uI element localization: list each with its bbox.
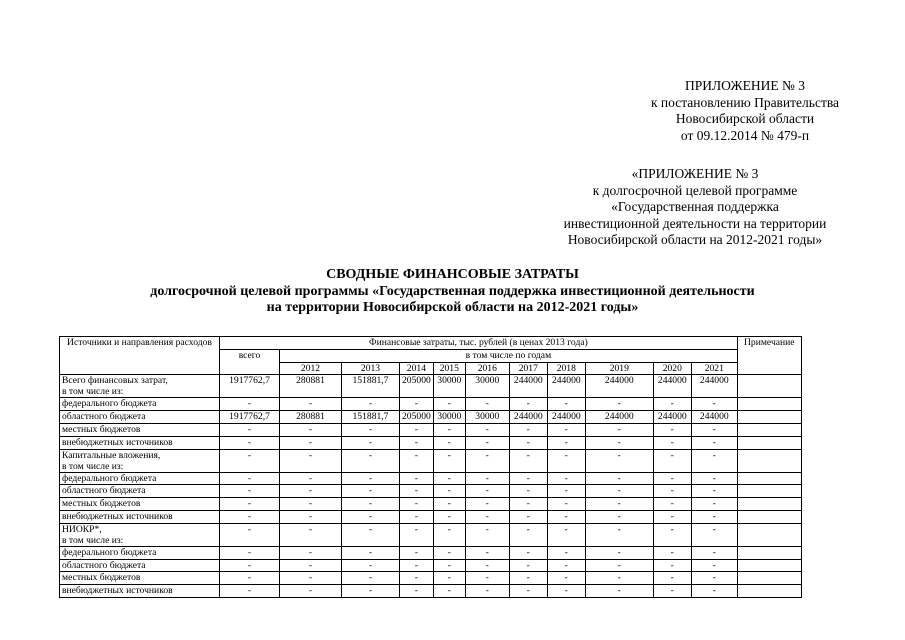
year-value-cell: - bbox=[547, 423, 585, 436]
year-value-cell: - bbox=[433, 485, 465, 498]
year-value-cell: - bbox=[433, 498, 465, 511]
table-row bbox=[60, 423, 802, 436]
header-year-cell: 2019 bbox=[585, 362, 653, 375]
year-value-cell: - bbox=[342, 546, 400, 559]
appendix-header-program bbox=[535, 166, 855, 249]
note-cell bbox=[737, 375, 801, 398]
year-value-cell: - bbox=[342, 472, 400, 485]
year-value-cell: - bbox=[280, 398, 342, 411]
year-value-cell: - bbox=[400, 449, 434, 472]
year-value-cell: 151881,7 bbox=[342, 375, 400, 398]
year-value-cell: - bbox=[509, 559, 547, 572]
note-cell bbox=[737, 436, 801, 449]
note-cell bbox=[737, 411, 801, 424]
year-value-cell: - bbox=[585, 585, 653, 598]
row-label-cell bbox=[60, 375, 220, 398]
note-cell bbox=[737, 472, 801, 485]
header-year-cell: 2018 bbox=[547, 362, 585, 375]
year-value-cell: - bbox=[691, 485, 737, 498]
year-value-cell: - bbox=[653, 523, 691, 546]
header-year-cell: 2015 bbox=[433, 362, 465, 375]
note-cell bbox=[737, 546, 801, 559]
row-label: НИОКР*, bbox=[62, 523, 102, 535]
row-label-cell bbox=[60, 485, 220, 498]
year-value-cell: - bbox=[400, 485, 434, 498]
year-value-cell: - bbox=[547, 436, 585, 449]
year-value-cell: - bbox=[400, 559, 434, 572]
row-label-cell bbox=[60, 546, 220, 559]
note-cell bbox=[737, 585, 801, 598]
total-value-cell: - bbox=[220, 398, 280, 411]
year-value-cell: - bbox=[465, 423, 509, 436]
table-header-row bbox=[60, 337, 802, 350]
year-value-cell: - bbox=[509, 472, 547, 485]
appendix-line: «ПРИЛОЖЕНИЕ № 3 bbox=[631, 166, 759, 181]
year-value-cell: - bbox=[280, 423, 342, 436]
year-value-cell: - bbox=[433, 436, 465, 449]
year-value-cell: - bbox=[585, 510, 653, 523]
year-value-cell: - bbox=[691, 546, 737, 559]
note-cell bbox=[737, 449, 801, 472]
row-label-cell bbox=[60, 510, 220, 523]
year-value-cell: - bbox=[509, 449, 547, 472]
year-value-cell: - bbox=[509, 572, 547, 585]
table-row bbox=[60, 411, 802, 424]
row-label-cell bbox=[60, 423, 220, 436]
year-value-cell: 280881 bbox=[280, 411, 342, 424]
year-value-cell: - bbox=[691, 559, 737, 572]
row-sublabel: в том числе из: bbox=[62, 534, 124, 546]
appendix-line: ПРИЛОЖЕНИЕ № 3 bbox=[684, 78, 806, 93]
total-value-cell: - bbox=[220, 436, 280, 449]
year-value-cell: 244000 bbox=[585, 411, 653, 424]
year-value-cell: - bbox=[433, 510, 465, 523]
year-value-cell: - bbox=[465, 472, 509, 485]
year-value-cell: - bbox=[691, 572, 737, 585]
row-label: областного бюджета bbox=[62, 485, 146, 497]
table-row bbox=[60, 523, 802, 546]
row-label-cell bbox=[60, 498, 220, 511]
note-cell bbox=[737, 572, 801, 585]
financial-costs-table bbox=[59, 336, 802, 598]
year-value-cell: - bbox=[280, 546, 342, 559]
row-label: федерального бюджета bbox=[62, 472, 157, 484]
row-label: местных бюджетов bbox=[62, 423, 141, 435]
year-value-cell: 244000 bbox=[547, 411, 585, 424]
year-value-cell: - bbox=[400, 423, 434, 436]
row-label-cell bbox=[60, 559, 220, 572]
note-cell bbox=[737, 498, 801, 511]
header-year-cell: 2021 bbox=[691, 362, 737, 375]
year-value-cell: - bbox=[342, 449, 400, 472]
year-value-cell: - bbox=[585, 498, 653, 511]
year-value-cell: - bbox=[400, 398, 434, 411]
year-value-cell: - bbox=[433, 585, 465, 598]
table-row bbox=[60, 585, 802, 598]
header-sources-cell: Источники и направления расходов bbox=[60, 337, 220, 375]
note-cell bbox=[737, 423, 801, 436]
year-value-cell: - bbox=[280, 472, 342, 485]
year-value-cell: - bbox=[342, 523, 400, 546]
year-value-cell: - bbox=[465, 485, 509, 498]
header-note-cell: Примечание bbox=[737, 337, 801, 375]
year-value-cell: - bbox=[653, 449, 691, 472]
table-row bbox=[60, 485, 802, 498]
year-value-cell: 151881,7 bbox=[342, 411, 400, 424]
year-value-cell: - bbox=[653, 559, 691, 572]
row-label-cell bbox=[60, 472, 220, 485]
year-value-cell: - bbox=[280, 449, 342, 472]
year-value-cell: - bbox=[547, 472, 585, 485]
year-value-cell: - bbox=[653, 436, 691, 449]
row-label: внебюджетных источников bbox=[62, 585, 173, 597]
year-value-cell: - bbox=[547, 559, 585, 572]
year-value-cell: - bbox=[465, 398, 509, 411]
year-value-cell: - bbox=[585, 546, 653, 559]
header-year-cell: 2020 bbox=[653, 362, 691, 375]
row-label-cell bbox=[60, 585, 220, 598]
year-value-cell: - bbox=[691, 510, 737, 523]
appendix-header-resolution bbox=[620, 78, 870, 144]
table-row bbox=[60, 398, 802, 411]
year-value-cell: 280881 bbox=[280, 375, 342, 398]
row-label-cell bbox=[60, 572, 220, 585]
year-value-cell: - bbox=[342, 498, 400, 511]
row-label: Всего финансовых затрат, bbox=[62, 375, 168, 387]
row-label-cell bbox=[60, 411, 220, 424]
year-value-cell: - bbox=[653, 510, 691, 523]
year-value-cell: - bbox=[585, 523, 653, 546]
row-label-cell bbox=[60, 523, 220, 546]
year-value-cell: 244000 bbox=[509, 375, 547, 398]
row-label-cell bbox=[60, 436, 220, 449]
appendix-line: от 09.12.2014 № 479-п bbox=[680, 127, 810, 143]
appendix-line: к долгосрочной целевой программе bbox=[592, 182, 798, 198]
year-value-cell: - bbox=[280, 523, 342, 546]
appendix-line: «Государственная поддержка bbox=[611, 199, 779, 214]
table-row bbox=[60, 546, 802, 559]
note-cell bbox=[737, 559, 801, 572]
year-value-cell: - bbox=[509, 585, 547, 598]
year-value-cell: - bbox=[342, 398, 400, 411]
year-value-cell: - bbox=[400, 546, 434, 559]
total-value-cell: - bbox=[220, 559, 280, 572]
total-value-cell: - bbox=[220, 498, 280, 511]
year-value-cell: - bbox=[509, 436, 547, 449]
year-value-cell: - bbox=[653, 423, 691, 436]
year-value-cell: 244000 bbox=[691, 375, 737, 398]
year-value-cell: 30000 bbox=[465, 375, 509, 398]
year-value-cell: - bbox=[585, 572, 653, 585]
year-value-cell: - bbox=[585, 485, 653, 498]
year-value-cell: - bbox=[653, 498, 691, 511]
year-value-cell: 244000 bbox=[653, 375, 691, 398]
document-title bbox=[0, 267, 905, 317]
title-line: долгосрочной целевой программы «Государственная поддержка инвестиционной деятельности bbox=[150, 283, 755, 299]
year-value-cell: - bbox=[691, 523, 737, 546]
year-value-cell: - bbox=[547, 498, 585, 511]
year-value-cell: - bbox=[465, 510, 509, 523]
table-row bbox=[60, 498, 802, 511]
year-value-cell: - bbox=[400, 585, 434, 598]
year-value-cell: - bbox=[509, 510, 547, 523]
year-value-cell: - bbox=[342, 423, 400, 436]
year-value-cell: - bbox=[547, 572, 585, 585]
year-value-cell: 30000 bbox=[433, 375, 465, 398]
table-row bbox=[60, 472, 802, 485]
year-value-cell: - bbox=[653, 398, 691, 411]
row-label: областного бюджета bbox=[62, 559, 146, 571]
total-value-cell: - bbox=[220, 585, 280, 598]
table-row bbox=[60, 559, 802, 572]
total-value-cell: 1917762,7 bbox=[220, 411, 280, 424]
year-value-cell: - bbox=[465, 546, 509, 559]
year-value-cell: - bbox=[653, 546, 691, 559]
year-value-cell: - bbox=[547, 585, 585, 598]
year-value-cell: 205000 bbox=[400, 411, 434, 424]
row-label: федерального бюджета bbox=[62, 546, 157, 558]
year-value-cell: - bbox=[691, 423, 737, 436]
year-value-cell: - bbox=[433, 398, 465, 411]
year-value-cell: 244000 bbox=[585, 375, 653, 398]
year-value-cell: - bbox=[465, 436, 509, 449]
total-value-cell: - bbox=[220, 546, 280, 559]
year-value-cell: - bbox=[691, 398, 737, 411]
table-row bbox=[60, 436, 802, 449]
year-value-cell: 244000 bbox=[547, 375, 585, 398]
row-label: Капитальные вложения, bbox=[62, 449, 161, 461]
year-value-cell: - bbox=[547, 449, 585, 472]
total-value-cell: - bbox=[220, 572, 280, 585]
year-value-cell: - bbox=[400, 572, 434, 585]
year-value-cell: 244000 bbox=[509, 411, 547, 424]
header-year-cell: 2012 bbox=[280, 362, 342, 375]
year-value-cell: 30000 bbox=[465, 411, 509, 424]
year-value-cell: - bbox=[465, 449, 509, 472]
year-value-cell: - bbox=[653, 585, 691, 598]
row-label-cell bbox=[60, 449, 220, 472]
year-value-cell: - bbox=[547, 523, 585, 546]
appendix-line: Новосибирской области bbox=[675, 111, 815, 126]
header-costs-cell: Финансовые затраты, тыс. рублей (в ценах 2013 года) bbox=[220, 337, 738, 350]
year-value-cell: - bbox=[585, 436, 653, 449]
year-value-cell: - bbox=[280, 485, 342, 498]
total-value-cell: - bbox=[220, 449, 280, 472]
title-line: на территории Новосибирской области на 2012-2021 годы» bbox=[266, 300, 639, 315]
year-value-cell: - bbox=[342, 559, 400, 572]
year-value-cell: - bbox=[509, 485, 547, 498]
year-value-cell: 30000 bbox=[433, 411, 465, 424]
appendix-line: инвестиционной деятельности на территории bbox=[563, 215, 827, 231]
year-value-cell: - bbox=[465, 559, 509, 572]
year-value-cell: 244000 bbox=[691, 411, 737, 424]
year-value-cell: - bbox=[509, 423, 547, 436]
total-value-cell: - bbox=[220, 423, 280, 436]
year-value-cell: - bbox=[653, 472, 691, 485]
year-value-cell: - bbox=[585, 559, 653, 572]
header-year-cell: 2013 bbox=[342, 362, 400, 375]
year-value-cell: - bbox=[400, 510, 434, 523]
year-value-cell: - bbox=[585, 449, 653, 472]
year-value-cell: - bbox=[433, 423, 465, 436]
year-value-cell: - bbox=[400, 498, 434, 511]
year-value-cell: - bbox=[342, 510, 400, 523]
table-row bbox=[60, 449, 802, 472]
total-value-cell: - bbox=[220, 510, 280, 523]
row-label: внебюджетных источников bbox=[62, 510, 173, 522]
year-value-cell: - bbox=[509, 398, 547, 411]
year-value-cell: - bbox=[691, 436, 737, 449]
total-value-cell: - bbox=[220, 485, 280, 498]
row-label: местных бюджетов bbox=[62, 498, 141, 510]
year-value-cell: - bbox=[465, 572, 509, 585]
header-year-cell: 2014 bbox=[400, 362, 434, 375]
year-value-cell: - bbox=[691, 498, 737, 511]
note-cell bbox=[737, 510, 801, 523]
year-value-cell: - bbox=[691, 472, 737, 485]
year-value-cell: - bbox=[342, 485, 400, 498]
note-cell bbox=[737, 523, 801, 546]
year-value-cell: - bbox=[280, 585, 342, 598]
year-value-cell: - bbox=[342, 585, 400, 598]
appendix-line: Новосибирской области на 2012-2021 годы» bbox=[567, 232, 823, 247]
year-value-cell: - bbox=[509, 546, 547, 559]
year-value-cell: - bbox=[547, 546, 585, 559]
table-row bbox=[60, 510, 802, 523]
row-sublabel: в том числе из: bbox=[62, 460, 124, 472]
year-value-cell: - bbox=[509, 523, 547, 546]
header-year-cell: 2017 bbox=[509, 362, 547, 375]
year-value-cell: - bbox=[433, 449, 465, 472]
year-value-cell: 244000 bbox=[653, 411, 691, 424]
year-value-cell: - bbox=[465, 498, 509, 511]
year-value-cell: - bbox=[400, 436, 434, 449]
row-label: областного бюджета bbox=[62, 411, 146, 423]
table-body bbox=[60, 337, 802, 598]
row-label: местных бюджетов bbox=[62, 572, 141, 584]
row-label: федерального бюджета bbox=[62, 398, 157, 410]
total-value-cell: 1917762,7 bbox=[220, 375, 280, 398]
table-row bbox=[60, 375, 802, 398]
row-label-cell bbox=[60, 398, 220, 411]
year-value-cell: 205000 bbox=[400, 375, 434, 398]
year-value-cell: - bbox=[465, 523, 509, 546]
year-value-cell: - bbox=[547, 398, 585, 411]
note-cell bbox=[737, 398, 801, 411]
year-value-cell: - bbox=[691, 585, 737, 598]
year-value-cell: - bbox=[400, 523, 434, 546]
year-value-cell: - bbox=[585, 472, 653, 485]
year-value-cell: - bbox=[653, 572, 691, 585]
year-value-cell: - bbox=[280, 498, 342, 511]
year-value-cell: - bbox=[433, 572, 465, 585]
year-value-cell: - bbox=[280, 436, 342, 449]
title-line: СВОДНЫЕ ФИНАНСОВЫЕ ЗАТРАТЫ bbox=[326, 267, 579, 282]
year-value-cell: - bbox=[465, 585, 509, 598]
year-value-cell: - bbox=[280, 572, 342, 585]
year-value-cell: - bbox=[585, 398, 653, 411]
year-value-cell: - bbox=[433, 546, 465, 559]
year-value-cell: - bbox=[547, 510, 585, 523]
header-year-cell: 2016 bbox=[465, 362, 509, 375]
year-value-cell: - bbox=[433, 472, 465, 485]
year-value-cell: - bbox=[400, 472, 434, 485]
row-label: внебюджетных источников bbox=[62, 436, 173, 448]
year-value-cell: - bbox=[433, 559, 465, 572]
table-row bbox=[60, 572, 802, 585]
year-value-cell: - bbox=[585, 423, 653, 436]
year-value-cell: - bbox=[342, 436, 400, 449]
year-value-cell: - bbox=[342, 572, 400, 585]
total-value-cell: - bbox=[220, 523, 280, 546]
row-sublabel: в том числе из: bbox=[62, 386, 124, 398]
note-cell bbox=[737, 485, 801, 498]
year-value-cell: - bbox=[547, 485, 585, 498]
year-value-cell: - bbox=[280, 559, 342, 572]
year-value-cell: - bbox=[653, 485, 691, 498]
header-by-years-cell: в том числе по годам bbox=[280, 349, 738, 362]
year-value-cell: - bbox=[691, 449, 737, 472]
year-value-cell: - bbox=[280, 510, 342, 523]
year-value-cell: - bbox=[433, 523, 465, 546]
year-value-cell: - bbox=[509, 498, 547, 511]
appendix-line: к постановлению Правительства bbox=[650, 94, 840, 110]
header-total-cell: всего bbox=[220, 349, 280, 375]
total-value-cell: - bbox=[220, 472, 280, 485]
